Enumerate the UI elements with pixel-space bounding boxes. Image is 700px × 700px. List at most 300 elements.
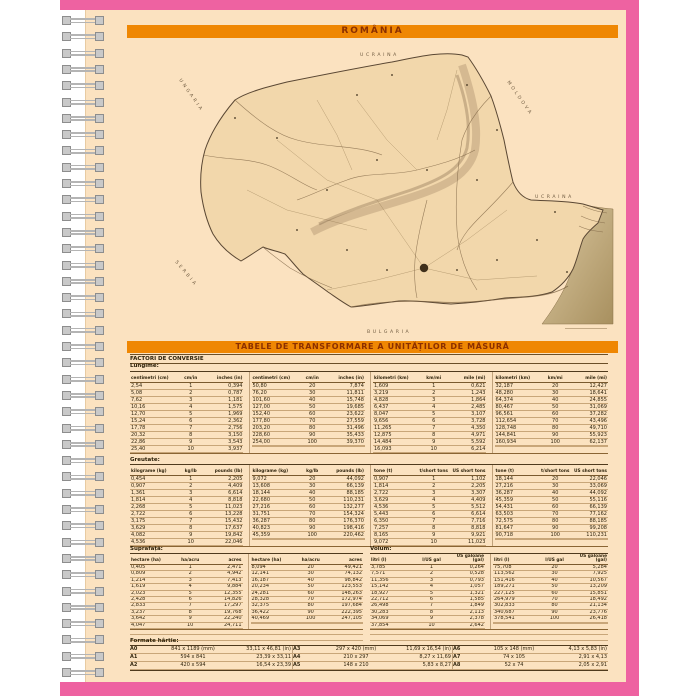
value-cell: 70 [297,511,328,518]
value-cell: 10 [175,623,205,629]
map-label-serbia: SERBIA [173,260,199,289]
value-cell: 1,102 [449,476,486,483]
value-cell: 15,432 [206,518,243,525]
value-cell: 100 [539,616,570,622]
greutate-block-1 [130,465,244,546]
value-cell: 60 [297,411,328,418]
suprafata-block-2 [248,554,364,629]
ring-wire [70,54,97,56]
volum-block-1 [370,554,485,629]
value-cell: 2,205 [206,476,243,483]
ring-wire [70,116,97,118]
ring-hole-right [95,375,104,384]
paper-format-cell: 23,39 x 33,11 [236,654,292,662]
ring-wire [70,556,97,558]
length-conversion-table [130,371,608,454]
column-header: acres [205,554,242,565]
ring-wire [70,263,97,265]
value-cell [252,539,297,540]
empty-ruled-line [370,634,608,641]
value-cell: 7,413 [205,578,242,584]
column-header: centimetri (cm) [130,372,175,383]
ring-hole-right [95,309,104,318]
column-header: litri (l) [370,554,416,565]
value-cell: 3,307 [449,490,486,497]
value-cell: 9,072 [373,539,418,546]
value-cell: 14,826 [205,597,242,603]
value-cell: 17,78 [130,425,175,432]
ring-wire [70,592,97,594]
value-cell: 7,62 [130,397,175,404]
value-cell: 3 [418,397,449,404]
value-cell: 2,205 [449,483,486,490]
value-cell: 5 [418,504,449,511]
value-cell: 55,923 [571,432,608,439]
value-cell: 23,776 [570,610,608,616]
value-cell: 88,185 [571,518,608,525]
value-cell: 1,057 [447,584,485,590]
value-cell: 11,265 [373,425,418,432]
value-cell: 4 [175,404,206,411]
paper-formats-table [130,645,608,671]
value-cell: 2,833 [130,603,175,609]
spiral-ring [62,179,106,189]
value-cell: 9,072 [252,476,297,483]
value-cell: 90 [539,610,570,616]
column-header: acres [326,554,363,565]
ring-wire [70,185,97,187]
ring-wire [70,507,97,509]
value-cell: 15,24 [130,418,175,425]
ring-wire [70,360,97,362]
value-cell: 1,321 [447,591,485,597]
value-cell: 8,094 [251,565,296,571]
ring-wire [70,523,97,525]
value-cell: 2,471 [205,565,242,571]
area-section-label: Suprafață: [130,546,163,552]
column-header: inches (in) [328,372,365,383]
ring-wire [70,429,97,431]
value-cell: 19,768 [205,610,242,616]
value-cell: 8 [418,432,449,439]
value-cell: 19,842 [206,532,243,539]
column-header: centimetri (cm) [252,372,297,383]
value-cell: 20,234 [251,584,296,590]
column-header: kilometri (km) [495,372,540,383]
value-cell: 7 [175,518,206,525]
value-cell [297,446,328,447]
greutate-block-4 [492,465,609,546]
value-cell: 11,356 [370,578,416,584]
ring-wire [70,87,97,89]
value-cell: 0,809 [130,571,175,577]
value-cell: 12,141 [251,571,296,577]
suprafata-block-1 [130,554,243,629]
spiral-ring [62,49,106,59]
paper-format-cell: 4,13 x 5,83 (in) [554,646,608,654]
ring-hole-right [95,81,104,90]
value-cell: 50 [297,404,328,411]
value-cell: 5 [175,504,206,511]
paper-format-cell: A2 [130,662,150,670]
value-cell: 20 [540,476,571,483]
value-cell: 7,925 [570,571,608,577]
column-header: hectare (ha) [251,554,296,565]
paper-format-cell: A1 [130,654,150,662]
value-cell: 1,849 [447,603,485,609]
value-cell: 25,40 [130,446,175,453]
value-cell: 2 [175,571,205,577]
value-cell: 3 [175,490,206,497]
value-cell: 7 [418,425,449,432]
value-cell: 1,214 [130,578,175,584]
ring-hole-right [95,603,104,612]
ring-wire [70,445,97,447]
value-cell: 50 [540,404,571,411]
ring-wire [70,246,97,248]
value-cell: 15,748 [328,397,365,404]
value-cell: 2 [418,390,449,397]
paper-format-cell: A8 [452,662,474,670]
value-cell: 1,243 [449,390,486,397]
length-section-label: Lungime: [130,363,159,369]
value-cell: 6 [175,511,206,518]
value-cell: 4,536 [373,504,418,511]
column-header: kilometri (km) [373,372,418,383]
column-header: US galoane (gal) [570,554,608,565]
value-cell: 3,175 [130,518,175,525]
value-cell: 81,647 [495,525,540,532]
value-cell: 18,641 [571,390,608,397]
value-cell: 4,971 [449,432,486,439]
value-cell: 50 [296,584,326,590]
spiral-ring [62,505,106,515]
value-cell: 12,70 [130,411,175,418]
value-cell: 90 [540,525,571,532]
value-cell: 4 [418,497,449,504]
value-cell: 3,107 [449,411,486,418]
value-cell: 0,621 [449,383,486,390]
value-cell: 18,927 [370,591,416,597]
greutate-block-2 [249,465,366,546]
lungime-block-1 [130,372,244,453]
spiral-ring [62,195,106,205]
section-title-bar: TABELE DE TRANSFORMARE A UNITĂȚILOR DE MĂSURĂ [127,341,618,353]
ring-wire [70,83,97,85]
value-cell: 22,046 [206,539,243,546]
value-cell: 6,214 [449,446,486,453]
value-cell: 3,785 [370,565,416,571]
value-cell: 24,855 [571,397,608,404]
value-cell: 96,561 [495,411,540,418]
spiral-ring [62,342,106,352]
value-cell: 6,614 [449,511,486,518]
value-cell: 22,712 [370,597,416,603]
weight-section-label: Greutate: [130,457,160,463]
value-cell: 0,907 [373,476,418,483]
value-cell: 49,710 [571,425,608,432]
weight-conversion-table [130,464,608,547]
value-cell: 10,16 [130,404,175,411]
spiral-ring [62,603,106,613]
value-cell: 80 [296,603,326,609]
value-cell: 40 [297,490,328,497]
value-cell: 11,023 [206,504,243,511]
value-cell: 30 [297,483,328,490]
value-cell: 2,722 [130,511,175,518]
value-cell: 8,818 [206,497,243,504]
ring-wire [70,670,97,672]
value-cell: 9 [175,439,206,446]
ring-wire [70,364,97,366]
value-cell: 4,082 [130,532,175,539]
volume-conversion-table [370,553,608,630]
value-cell: 40,469 [251,616,296,622]
ring-hole-right [95,16,104,25]
column-header: kilograme (kg) [130,465,175,476]
paper-format-cell: 841 x 1189 (mm) [150,646,236,654]
ring-wire [70,409,97,411]
value-cell: 18,144 [495,476,540,483]
value-cell: 64,374 [495,397,540,404]
column-header: litri (l) [493,554,539,565]
value-cell: 63,503 [495,511,540,518]
value-cell: 27,216 [252,504,297,511]
value-cell: 3,237 [130,610,175,616]
value-cell: 3,543 [206,439,243,446]
value-cell: 3,150 [206,432,243,439]
value-cell: 113,562 [493,571,539,577]
ring-hole-right [95,32,104,41]
column-header: km/mi [540,372,571,383]
value-cell: 30 [539,571,570,577]
map-label-ucraina-east: UCRAINA [535,195,574,200]
ring-hole-right [95,114,104,123]
ring-hole-right [95,326,104,335]
romania-physical-map [127,40,619,338]
value-cell: 76,20 [252,390,297,397]
spiral-ring [62,32,106,42]
value-cell: 70 [539,597,570,603]
ring-wire [70,540,97,542]
value-cell: 80 [297,425,328,432]
column-header: t/short tons [540,465,571,476]
spiral-ring [62,212,106,222]
spiral-ring [62,652,106,662]
value-cell: 16,093 [373,446,418,453]
ring-wire [70,621,97,623]
spiral-ring [62,538,106,548]
value-cell: 228,60 [252,432,297,439]
ring-hole-right [95,130,104,139]
romania-border [201,54,603,307]
value-cell: 72,575 [495,518,540,525]
value-cell: 1 [175,383,206,390]
value-cell: 0,405 [130,565,175,571]
ring-wire [70,348,97,350]
value-cell: 3,937 [206,446,243,453]
ring-hole-right [95,212,104,221]
value-cell: 40 [296,578,326,584]
value-cell: 20 [297,476,328,483]
value-cell: 8,047 [373,411,418,418]
value-cell: 66,139 [328,483,365,490]
ring-wire [70,299,97,301]
ring-hole-right [95,570,104,579]
spiral-ring [62,261,106,271]
value-cell: 4,409 [206,483,243,490]
value-cell: 60 [297,504,328,511]
column-header: kg/lb [175,465,206,476]
value-cell: 31,496 [328,425,365,432]
value-cell: 14,484 [373,439,418,446]
spiral-ring [62,293,106,303]
value-cell: 2,113 [447,610,485,616]
ring-wire [70,377,97,379]
ring-wire [70,331,97,333]
value-cell: 8 [416,610,447,616]
value-cell: 2,268 [130,504,175,511]
value-cell: 2,023 [130,591,175,597]
value-cell: 144,841 [495,432,540,439]
spiral-ring [62,65,106,75]
value-cell: 5,08 [130,390,175,397]
value-cell: 100 [540,439,571,446]
value-cell: 6 [418,418,449,425]
ring-wire [70,34,97,36]
ring-wire [70,70,97,72]
ring-wire [70,100,97,102]
volume-section-label: Volum: [370,546,392,552]
value-cell: 40 [540,397,571,404]
column-header: km/mi [418,372,449,383]
map-label-bulgaria: BULGARIA [367,330,412,335]
spiral-ring [62,309,106,319]
value-cell: 172,974 [326,597,363,603]
ring-hole-right [95,49,104,58]
value-cell: 40 [540,490,571,497]
value-cell: 9,884 [205,584,242,590]
value-cell: 70 [296,597,326,603]
value-cell: 60 [539,591,570,597]
greutate-block-3 [370,465,487,546]
spiral-ring [62,375,106,385]
value-cell: 3 [175,397,206,404]
value-cell: 88,185 [328,490,365,497]
ring-wire [70,132,97,134]
value-cell: 197,684 [326,603,363,609]
ring-hole-right [95,521,104,530]
value-cell: 80 [297,518,328,525]
value-cell: 3,629 [130,525,175,532]
map-credit-line [565,328,607,329]
value-cell: 2,428 [130,597,175,603]
value-cell: 6 [418,511,449,518]
ring-wire [70,442,97,444]
value-cell: 26,418 [570,616,608,622]
value-cell: 9 [416,616,447,622]
value-cell: 74,132 [326,571,363,577]
ring-wire [70,559,97,561]
ring-hole-right [95,635,104,644]
value-cell: 4,350 [449,425,486,432]
value-cell: 37,282 [571,411,608,418]
paper-format-cell: A6 [452,646,474,654]
ring-hole-right [95,342,104,351]
ring-hole-right [95,65,104,74]
value-cell [539,623,570,624]
value-cell: 20 [297,383,328,390]
value-cell: 2,756 [206,425,243,432]
spiral-ring [62,570,106,580]
ring-wire [70,214,97,216]
value-cell: 49,421 [326,565,363,571]
ring-wire [70,279,97,281]
spiral-ring [62,81,106,91]
column-header: l/US gal [416,554,447,565]
ring-wire [70,344,97,346]
paper-format-cell: 16,54 x 23,39 [236,662,292,670]
conversion-factors-heading: FACTORI DE CONVERSIE [130,354,608,364]
value-cell: 20 [296,565,326,571]
spiral-ring [62,407,106,417]
value-cell: 3,642 [130,616,175,622]
value-cell: 2,722 [373,490,418,497]
value-cell: 22,86 [130,439,175,446]
value-cell [493,623,539,624]
value-cell: 148,263 [326,591,363,597]
spiral-ring [62,668,106,678]
value-cell: 7,571 [370,571,416,577]
value-cell: 100 [296,616,326,622]
spiral-ring [62,391,106,401]
paper-format-cell: A7 [452,654,474,662]
value-cell: 2 [175,483,206,490]
value-cell: 40,823 [252,525,297,532]
value-cell: 9 [418,439,449,446]
value-cell: 1,619 [130,584,175,590]
ring-hole-right [95,619,104,628]
value-cell: 1,814 [373,483,418,490]
column-header: ha/acru [296,554,326,565]
value-cell: 44,092 [328,476,365,483]
value-cell: 22,680 [252,497,297,504]
bucharest-marker [420,264,428,272]
value-cell: 30 [297,390,328,397]
value-cell [297,539,328,540]
value-cell: 340,687 [493,610,539,616]
value-cell: 44,092 [571,490,608,497]
value-cell: 30 [540,390,571,397]
column-header: US short tons [449,465,486,476]
ring-wire [70,625,97,627]
ring-wire [70,654,97,656]
ring-wire [70,494,97,496]
value-cell [540,446,571,447]
ring-hole-right [95,163,104,172]
value-cell: 60 [296,591,326,597]
ring-hole-right [95,652,104,661]
value-cell: 20 [539,565,570,571]
value-cell: 222,395 [326,610,363,616]
spiral-ring [62,98,106,108]
ring-hole-right [95,587,104,596]
value-cell: 32,187 [495,383,540,390]
value-cell: 17,297 [205,603,242,609]
value-cell: 378,541 [493,616,539,622]
ring-hole-right [95,179,104,188]
value-cell: 9 [175,532,206,539]
